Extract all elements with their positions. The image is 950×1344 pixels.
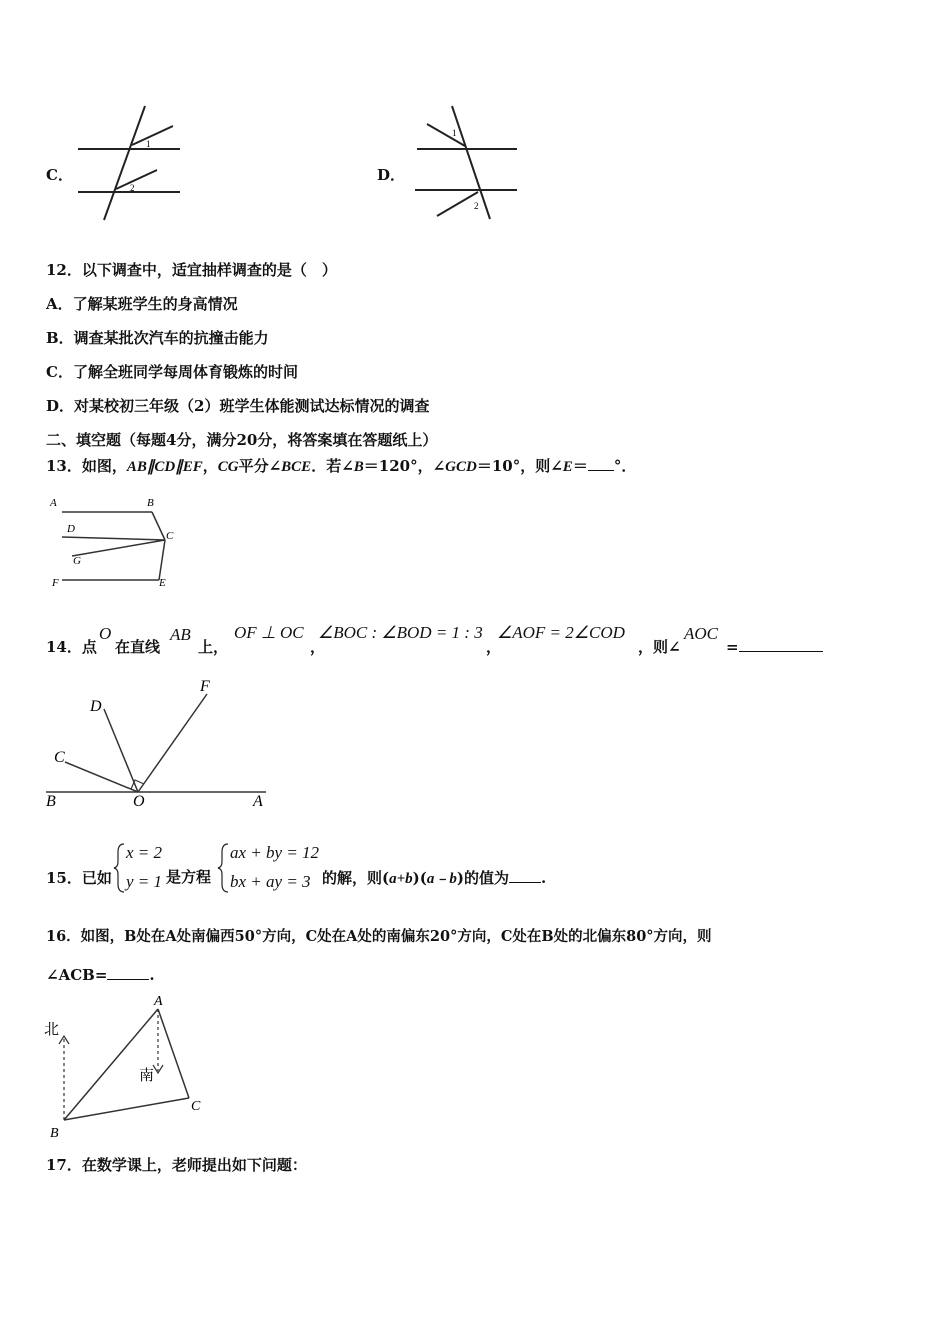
option-c-label: C． [46, 166, 73, 184]
q14-answer: = [726, 637, 823, 657]
q15-sys2-line2: bx + ay = 3 [230, 872, 311, 891]
q14-expr2: ∠BOC : ∠BOD = 1 : 3 [318, 623, 483, 642]
c-angle-1: 1 [146, 139, 151, 149]
q12-stem: 12．以下调查中，适宜抽样调查的是（ ） [46, 261, 337, 279]
svg-text:E: E [159, 577, 166, 589]
q14-expr1: OF ⊥ OC [234, 623, 304, 642]
svg-text:O: O [133, 793, 145, 810]
d-angle-2: 2 [474, 201, 479, 211]
svg-text:B: B [46, 793, 56, 810]
svg-text:C: C [166, 530, 174, 542]
q12-option-c: C．了解全班同学每周体育锻炼的时间 [46, 363, 298, 381]
q14-comma2: ， [486, 638, 502, 656]
svg-text:D: D [90, 698, 102, 715]
q16-stem: 16．如图，B处在A处南偏西50°方向，C处在A处的南偏东20°方向，C处在B处的北偏东80°方向，则 [46, 928, 712, 945]
d-angle-1: 1 [452, 128, 457, 138]
section-heading: 二、填空题（每题4分，满分20分，将答案填在答题纸上） [46, 431, 438, 449]
q14-on-line: 在直线 [115, 638, 161, 656]
q15-sys1-line1: x = 2 [126, 843, 163, 862]
q15-sys2-line1: ax + by = 12 [230, 843, 320, 862]
q14-point-o: O [99, 624, 112, 643]
svg-text:南: 南 [139, 1068, 155, 1084]
svg-text:C: C [191, 1099, 201, 1114]
svg-text:B: B [147, 497, 154, 509]
q16-line2: ∠ACB= . [46, 966, 155, 984]
svg-text:F: F [52, 577, 59, 589]
svg-text:A: A [50, 497, 57, 509]
q13-stem: 13．如图，AB∥CD∥EF，CG平分∠BCE．若∠B＝120°，∠GCD＝10°，则∠E＝ °． [46, 457, 637, 475]
svg-text:A: A [253, 793, 263, 810]
q14-aoc: AOC [684, 624, 718, 643]
svg-text:B: B [50, 1126, 59, 1141]
svg-text:F: F [200, 678, 210, 695]
q12-option-b: B．调查某批次汽车的抗撞击能力 [46, 329, 269, 347]
q15-suffix: 的解，则(a+b)(a﹣b)的值为 . [322, 869, 547, 887]
q15-mid: 是方程 [166, 868, 212, 886]
q15-sys1-line2: y = 1 [126, 872, 163, 891]
svg-text:A: A [154, 994, 163, 1009]
q17-stem: 17．在数学课上，老师提出如下问题： [46, 1156, 307, 1174]
q12-option-d: D．对某校初三年级（2）班学生体能测试达标情况的调查 [46, 397, 430, 415]
q14-expr3: ∠AOF = 2∠COD [497, 623, 625, 642]
c-angle-2: 2 [130, 183, 135, 193]
q14-shang: 上， [198, 638, 229, 656]
svg-text:G: G [73, 555, 81, 567]
q15-prefix: 15．已如 [46, 869, 112, 887]
q14-ze: ，则∠ [638, 638, 681, 656]
q14-prefix: 14．点 [46, 638, 97, 656]
option-d-label: D． [377, 166, 406, 184]
svg-text:D: D [67, 523, 75, 535]
q14-line-ab: AB [170, 625, 191, 644]
q14-comma1: ， [310, 638, 326, 656]
svg-text:北: 北 [44, 1022, 60, 1038]
q12-option-a: A．了解某班学生的身高情况 [46, 295, 238, 313]
svg-text:C: C [54, 749, 65, 766]
